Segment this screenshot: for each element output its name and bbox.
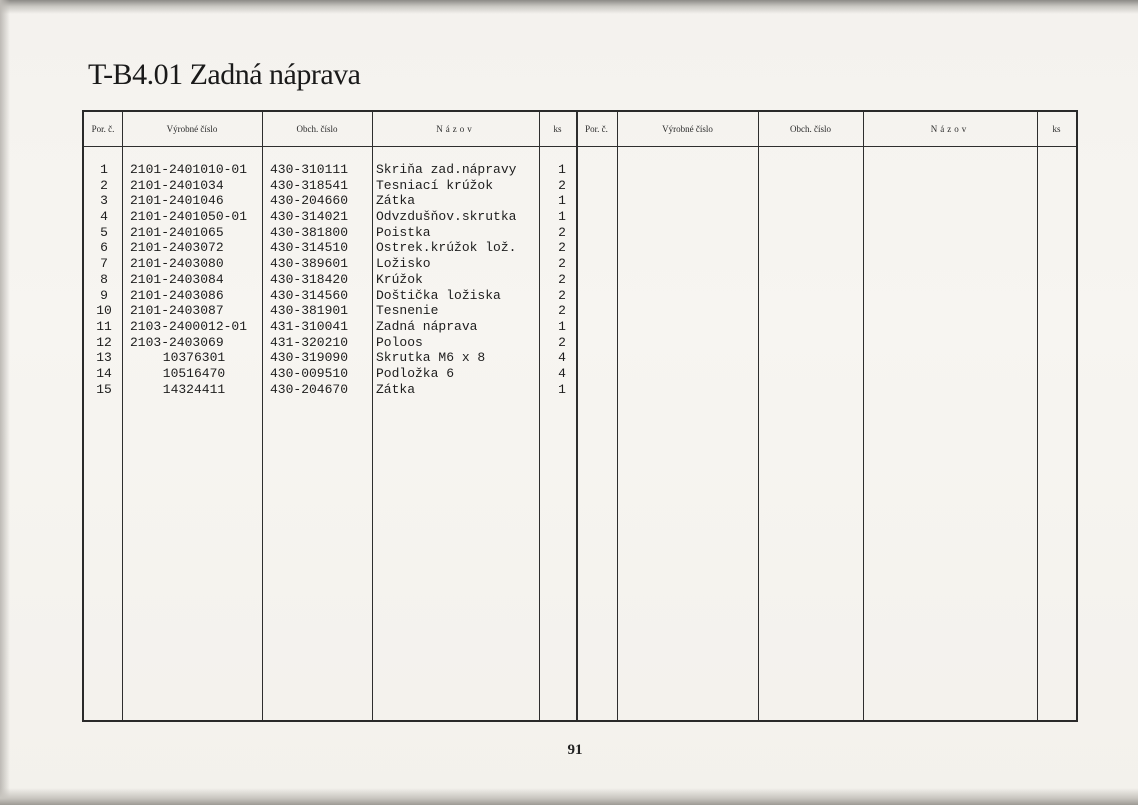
scan-left-shadow [0, 0, 10, 805]
table-row [84, 350, 1076, 366]
table-row [84, 303, 1076, 319]
row-nazov: Poloos [376, 334, 423, 350]
table-row [84, 178, 1076, 194]
row-nazov: Skrutka M6 x 8 [376, 350, 486, 366]
row-ks: 2 [558, 303, 566, 319]
row-por: 12 [96, 334, 112, 350]
row-obch-cislo: 430-009510 [270, 365, 349, 381]
table-row [84, 319, 1076, 335]
row-por: 13 [96, 350, 112, 366]
row-ks: 2 [558, 271, 566, 287]
row-obch-cislo: 430-314510 [270, 240, 349, 256]
scan-bottom-shadow [0, 788, 1138, 805]
row-vyrobne-cislo: 2101-2403080 [130, 256, 224, 272]
row-vyrobne-cislo: 2101-2403072 [130, 240, 224, 256]
table-row [84, 193, 1076, 209]
row-obch-cislo: 430-389601 [270, 256, 349, 272]
row-obch-cislo: 431-320210 [270, 334, 349, 350]
row-por: 5 [100, 224, 108, 240]
row-vyrobne-cislo: 14324411 [162, 381, 226, 397]
row-vyrobne-cislo: 2103-2403069 [130, 334, 224, 350]
scan-top-shadow [0, 0, 1138, 14]
row-vyrobne-cislo: 10516470 [162, 365, 226, 381]
row-por: 3 [100, 193, 108, 209]
row-vyrobne-cislo: 2101-2403084 [130, 271, 224, 287]
row-nazov: Doštička ložiska [376, 287, 501, 303]
row-ks: 2 [558, 177, 566, 193]
row-nazov: Odvzdušňov.skrutka [376, 209, 517, 225]
header-obch-cislo-right: Obch. číslo [790, 124, 831, 134]
row-por: 1 [100, 162, 108, 177]
row-por: 11 [96, 318, 112, 334]
row-ks: 2 [558, 287, 566, 303]
header-nazov: Názov [436, 124, 475, 134]
row-ks: 1 [558, 162, 566, 177]
table-row [84, 256, 1076, 272]
row-vyrobne-cislo: 2101-2401034 [130, 177, 224, 193]
row-vyrobne-cislo: 2103-2400012-01 [130, 318, 248, 334]
row-obch-cislo: 430-314560 [270, 287, 349, 303]
parts-table [82, 110, 1078, 722]
row-nazov: Zátka [376, 381, 416, 397]
table-row [84, 240, 1076, 256]
row-vyrobne-cislo: 2101-2401010-01 [130, 162, 248, 177]
header-vyrobne-cislo: Výrobné číslo [166, 124, 218, 134]
header-nazov-right: Názov [930, 124, 970, 134]
header-por-right: Por. č. [585, 124, 608, 134]
row-ks: 1 [558, 318, 566, 334]
row-ks: 2 [558, 256, 566, 272]
row-ks: 1 [558, 209, 566, 225]
row-obch-cislo: 430-310111 [270, 162, 349, 177]
row-nazov: Skriňa zad.nápravy [376, 162, 517, 177]
header-obch-cislo: Obch. číslo [296, 124, 338, 134]
table-row [84, 288, 1076, 304]
row-por: 9 [100, 287, 108, 303]
row-ks: 2 [558, 224, 566, 240]
row-obch-cislo: 430-381901 [270, 303, 349, 319]
row-vyrobne-cislo: 2101-2403086 [130, 287, 224, 303]
row-obch-cislo: 431-310041 [270, 318, 349, 334]
row-ks: 1 [558, 193, 566, 209]
row-nazov: Tesnenie [376, 303, 439, 319]
row-vyrobne-cislo: 2101-2401065 [130, 224, 224, 240]
header-por: Por. č. [91, 124, 115, 134]
table-row [84, 162, 1076, 178]
row-por: 15 [96, 381, 112, 397]
row-nazov: Ložisko [376, 256, 431, 272]
row-por: 7 [100, 256, 108, 272]
page-number: 91 [567, 742, 583, 758]
row-obch-cislo: 430-204670 [270, 381, 349, 397]
header-ks-right: ks [1052, 124, 1061, 134]
table-row [84, 382, 1076, 398]
table-row [84, 225, 1076, 241]
row-ks: 2 [558, 240, 566, 256]
row-obch-cislo: 430-318420 [270, 271, 349, 287]
row-ks: 2 [558, 334, 566, 350]
table-body [84, 162, 1076, 397]
row-nazov: Zadná náprava [376, 318, 478, 334]
row-por: 14 [96, 365, 112, 381]
page-title: T-B4.01 Zadná náprava [88, 58, 361, 91]
row-nazov: Krúžok [376, 271, 423, 287]
row-por: 4 [100, 209, 108, 225]
header-vyrobne-cislo-right: Výrobné číslo [662, 124, 713, 134]
row-por: 6 [100, 240, 108, 256]
row-vyrobne-cislo: 10376301 [162, 350, 226, 366]
table-row [84, 209, 1076, 225]
row-vyrobne-cislo: 2101-2401046 [130, 193, 224, 209]
row-nazov: Poistka [376, 224, 431, 240]
table-row [84, 272, 1076, 288]
row-por: 10 [96, 303, 112, 319]
row-obch-cislo: 430-204660 [270, 193, 349, 209]
row-vyrobne-cislo: 2101-2403087 [130, 303, 224, 319]
row-ks: 4 [558, 350, 566, 366]
row-obch-cislo: 430-318541 [270, 177, 349, 193]
row-nazov: Tesniací krúžok [376, 177, 494, 193]
table-row [84, 335, 1076, 351]
header-ks: ks [553, 124, 562, 134]
row-ks: 1 [558, 381, 566, 397]
row-nazov: Zátka [376, 193, 416, 209]
row-nazov: Ostrek.krúžok lož. [376, 240, 517, 256]
row-por: 8 [100, 271, 108, 287]
row-por: 2 [100, 177, 108, 193]
header-divider [84, 146, 1076, 147]
row-obch-cislo: 430-319090 [270, 350, 349, 366]
row-nazov: Podložka 6 [376, 365, 455, 381]
table-row [84, 366, 1076, 382]
row-obch-cislo: 430-381800 [270, 224, 349, 240]
row-ks: 4 [558, 365, 566, 381]
row-obch-cislo: 430-314021 [270, 209, 349, 225]
row-vyrobne-cislo: 2101-2401050-01 [130, 209, 248, 225]
